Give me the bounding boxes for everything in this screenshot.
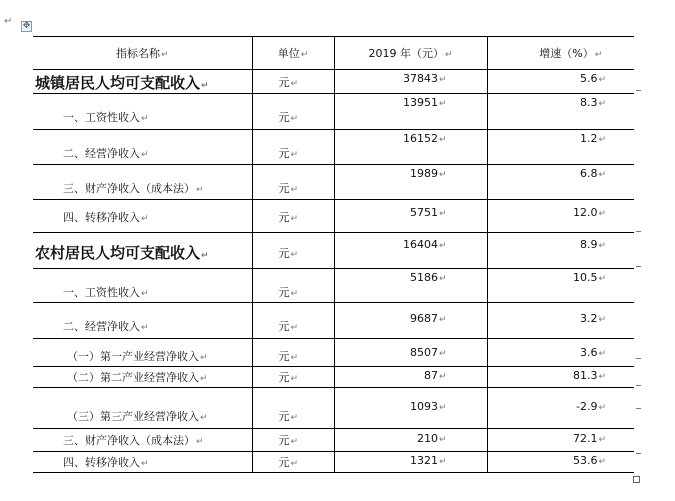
row-name-cell[interactable]: 三、财产净收入（成本法）↵ [33,429,252,452]
row-end-marker [636,408,641,409]
header-cell-growth[interactable]: 增速（%）↵ [487,37,634,70]
row-name-cell[interactable]: （一）第一产业经营净收入↵ [33,339,252,367]
row-growth-cell[interactable]: 5.6↵ [487,70,634,94]
row-growth-cell[interactable]: 12.0↵ [487,200,634,233]
table-row [33,70,634,94]
row-value-cell[interactable]: 210↵ [334,429,487,452]
row-unit-cell[interactable]: 元↵ [252,429,334,452]
row-growth-cell[interactable]: 1.2↵ [487,130,634,165]
row-end-marker [636,90,641,91]
header-cell-name[interactable]: 指标名称↵ [33,37,252,70]
table-row [33,339,634,367]
table-row [33,303,634,339]
row-name-cell[interactable]: （二）第二产业经营净收入↵ [33,367,252,388]
row-growth-cell[interactable]: 8.9↵ [487,233,634,269]
table-header-row [33,37,634,70]
row-growth-cell[interactable]: 81.3↵ [487,367,634,388]
row-growth-cell[interactable]: 6.8↵ [487,165,634,200]
row-value-cell[interactable]: 37843↵ [334,70,487,94]
row-value-cell[interactable]: 1989↵ [334,165,487,200]
row-value-cell[interactable]: 5186↵ [334,269,487,303]
row-growth-cell[interactable]: 3.6↵ [487,339,634,367]
row-unit-cell[interactable]: 元↵ [252,303,334,339]
paragraph-mark-icon: ↵ [4,16,13,27]
row-value-cell[interactable]: 1321↵ [334,452,487,473]
row-end-marker [636,385,641,386]
row-end-marker [636,231,641,232]
table-resize-handle-icon[interactable] [633,476,640,483]
row-growth-cell[interactable]: 72.1↵ [487,429,634,452]
row-name-cell[interactable]: 城镇居民人均可支配收入↵ [33,70,252,94]
row-growth-cell[interactable]: 53.6↵ [487,452,634,473]
row-name-cell[interactable]: 四、转移净收入↵ [33,452,252,473]
row-value-cell[interactable]: 9687↵ [334,303,487,339]
row-name-cell[interactable]: 四、转移净收入↵ [33,200,252,233]
table-row [33,94,634,130]
row-unit-cell[interactable]: 元↵ [252,165,334,200]
row-unit-cell[interactable]: 元↵ [252,70,334,94]
row-unit-cell[interactable]: 元↵ [252,367,334,388]
income-statistics-table [33,36,634,473]
row-value-cell[interactable]: 87↵ [334,367,487,388]
row-value-cell[interactable]: 16152↵ [334,130,487,165]
table-move-handle-icon[interactable]: ✥ [22,21,31,31]
row-growth-cell[interactable]: 3.2↵ [487,303,634,339]
table-row [33,429,634,452]
table-row [33,452,634,473]
row-name-cell[interactable]: 农村居民人均可支配收入↵ [33,233,252,269]
row-end-marker [636,453,641,454]
row-value-cell[interactable]: 8507↵ [334,339,487,367]
row-growth-cell[interactable]: -2.9↵ [487,388,634,429]
table-row [33,269,634,303]
row-name-cell[interactable]: 一、工资性收入↵ [33,94,252,130]
row-growth-cell[interactable]: 10.5↵ [487,269,634,303]
row-name-cell[interactable]: 三、财产净收入（成本法）↵ [33,165,252,200]
row-value-cell[interactable]: 16404↵ [334,233,487,269]
table-row [33,367,634,388]
row-name-cell[interactable]: 二、经营净收入↵ [33,130,252,165]
row-unit-cell[interactable]: 元↵ [252,339,334,367]
row-value-cell[interactable]: 1093↵ [334,388,487,429]
row-name-cell[interactable]: （三）第三产业经营净收入↵ [33,388,252,429]
table-row [33,388,634,429]
row-unit-cell[interactable]: 元↵ [252,200,334,233]
row-value-cell[interactable]: 5751↵ [334,200,487,233]
row-growth-cell[interactable]: 8.3↵ [487,94,634,130]
row-value-cell[interactable]: 13951↵ [334,94,487,130]
row-unit-cell[interactable]: 元↵ [252,94,334,130]
row-end-marker [636,266,641,267]
row-unit-cell[interactable]: 元↵ [252,233,334,269]
row-name-cell[interactable]: 二、经营净收入↵ [33,303,252,339]
row-name-cell[interactable]: 一、工资性收入↵ [33,269,252,303]
header-cell-unit[interactable]: 单位↵ [252,37,334,70]
row-unit-cell[interactable]: 元↵ [252,388,334,429]
header-cell-year[interactable]: 2019 年（元）↵ [334,37,487,70]
table-row [33,165,634,200]
row-unit-cell[interactable]: 元↵ [252,130,334,165]
table-row [33,200,634,233]
table-row [33,233,634,269]
row-end-marker [636,358,641,359]
row-unit-cell[interactable]: 元↵ [252,452,334,473]
row-unit-cell[interactable]: 元↵ [252,269,334,303]
table-row [33,130,634,165]
